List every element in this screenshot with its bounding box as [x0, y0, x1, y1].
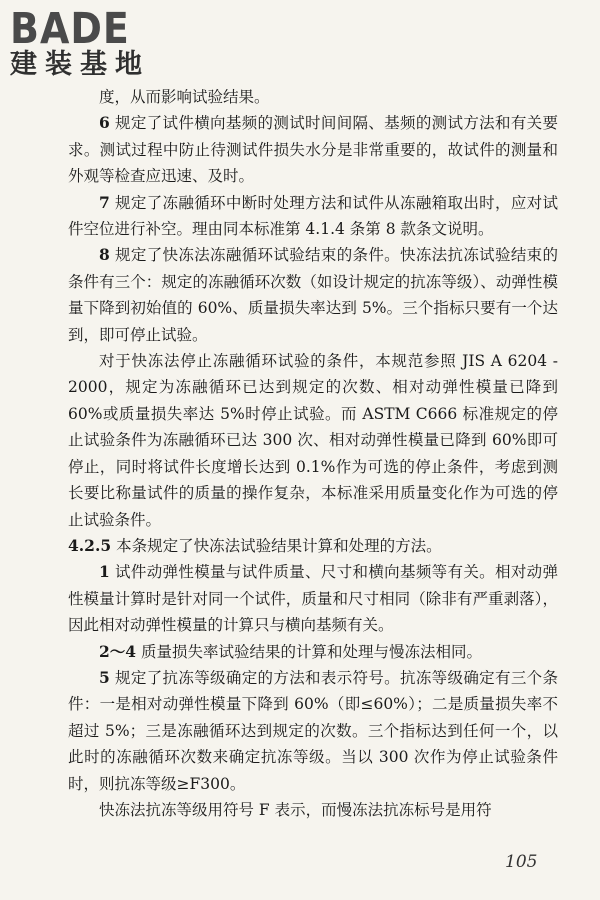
clause-number: 1 — [99, 562, 110, 582]
paragraph: 度，从而影响试验结果。 — [99, 88, 270, 106]
section-number: 4.2.5 — [68, 535, 112, 555]
paragraph: 快冻法抗冻等级用符号 F 表示，而慢冻法抗冻标号是用符 — [99, 800, 492, 819]
paragraph: 5 规定了抗冻等级确定的方法和表示符号。抗冻等级确定有三个条件：一是相对动弹性模量下降到 60%（即≤60%）；二是质量损失率不超过 5%；三是冻融循环达到规定的次数。三个指标达到任何一个，以此时的冻融循环次数来确定抗冻等级。当以 300 次作为停止试验条件时，则抗冻等级≥F300。 — [68, 667, 558, 793]
clause-number: 6 — [99, 113, 110, 133]
clause-number: 7 — [99, 192, 110, 212]
document-body — [68, 84, 558, 823]
paragraph: 对于快冻法停止冻融循环试验的条件，本规范参照 JIS A 6204 - 2000，规定为冻融循环已达到规定的次数、相对动弹性模量已降到 60%或质量损失率达 5%时停止试验。而 ASTM C666 标准规定的停止试验条件为冻融循环已达 300 次、相对动弹性模量已降到 60%即可停止，同时将试件长度增长达到 0.1%作为可选的停止条件，考虑到测长要比称量试件的质量的操作复杂，本标准采用质量变化作为可选的停止试验条件。 — [68, 352, 558, 529]
clause-number: 8 — [99, 245, 110, 265]
paragraph: 6 规定了试件横向基频的测试时间间隔、基频的测试方法和有关要求。测试过程中防止待测试件损失水分是非常重要的，故试件的测量和外观等检查应迅速、及时。 — [68, 113, 558, 186]
logo-brand: BADE — [10, 3, 130, 54]
clause-number: 5 — [99, 667, 110, 687]
clause-number: 2～4 — [99, 641, 137, 661]
logo-subtitle: 建装基地 — [10, 49, 150, 80]
paragraph: 2～4 质量损失率试验结果的计算和处理与慢冻法相同。 — [99, 641, 483, 661]
paragraph: 1 试件动弹性模量与试件质量、尺寸和横向基频等有关。相对动弹性模量计算时是针对同一个试件，质量和尺寸相同（除非有严重剥落），因此相对动弹性模量的计算只与横向基频有关。 — [68, 562, 558, 635]
section-paragraph: 4.2.5 本条规定了快冻法试验结果计算和处理的方法。 — [68, 535, 442, 555]
paragraph: 8 规定了快冻法冻融循环试验结束的条件。快冻法抗冻试验结束的条件有三个：规定的冻融循环次数（如设计规定的抗冻等级）、动弹性模量下降到初始值的 60%、质量损失率达到 5%。三个指标只要有一个达到，即可停止试验。 — [68, 245, 558, 344]
paragraph: 7 规定了冻融循环中断时处理方法和试件从冻融箱取出时，应对试件空位进行补空。理由同本标准第 4.1.4 条第 8 款条文说明。 — [68, 192, 558, 239]
bade-logo — [10, 3, 180, 84]
page-number: 105 — [505, 852, 538, 872]
